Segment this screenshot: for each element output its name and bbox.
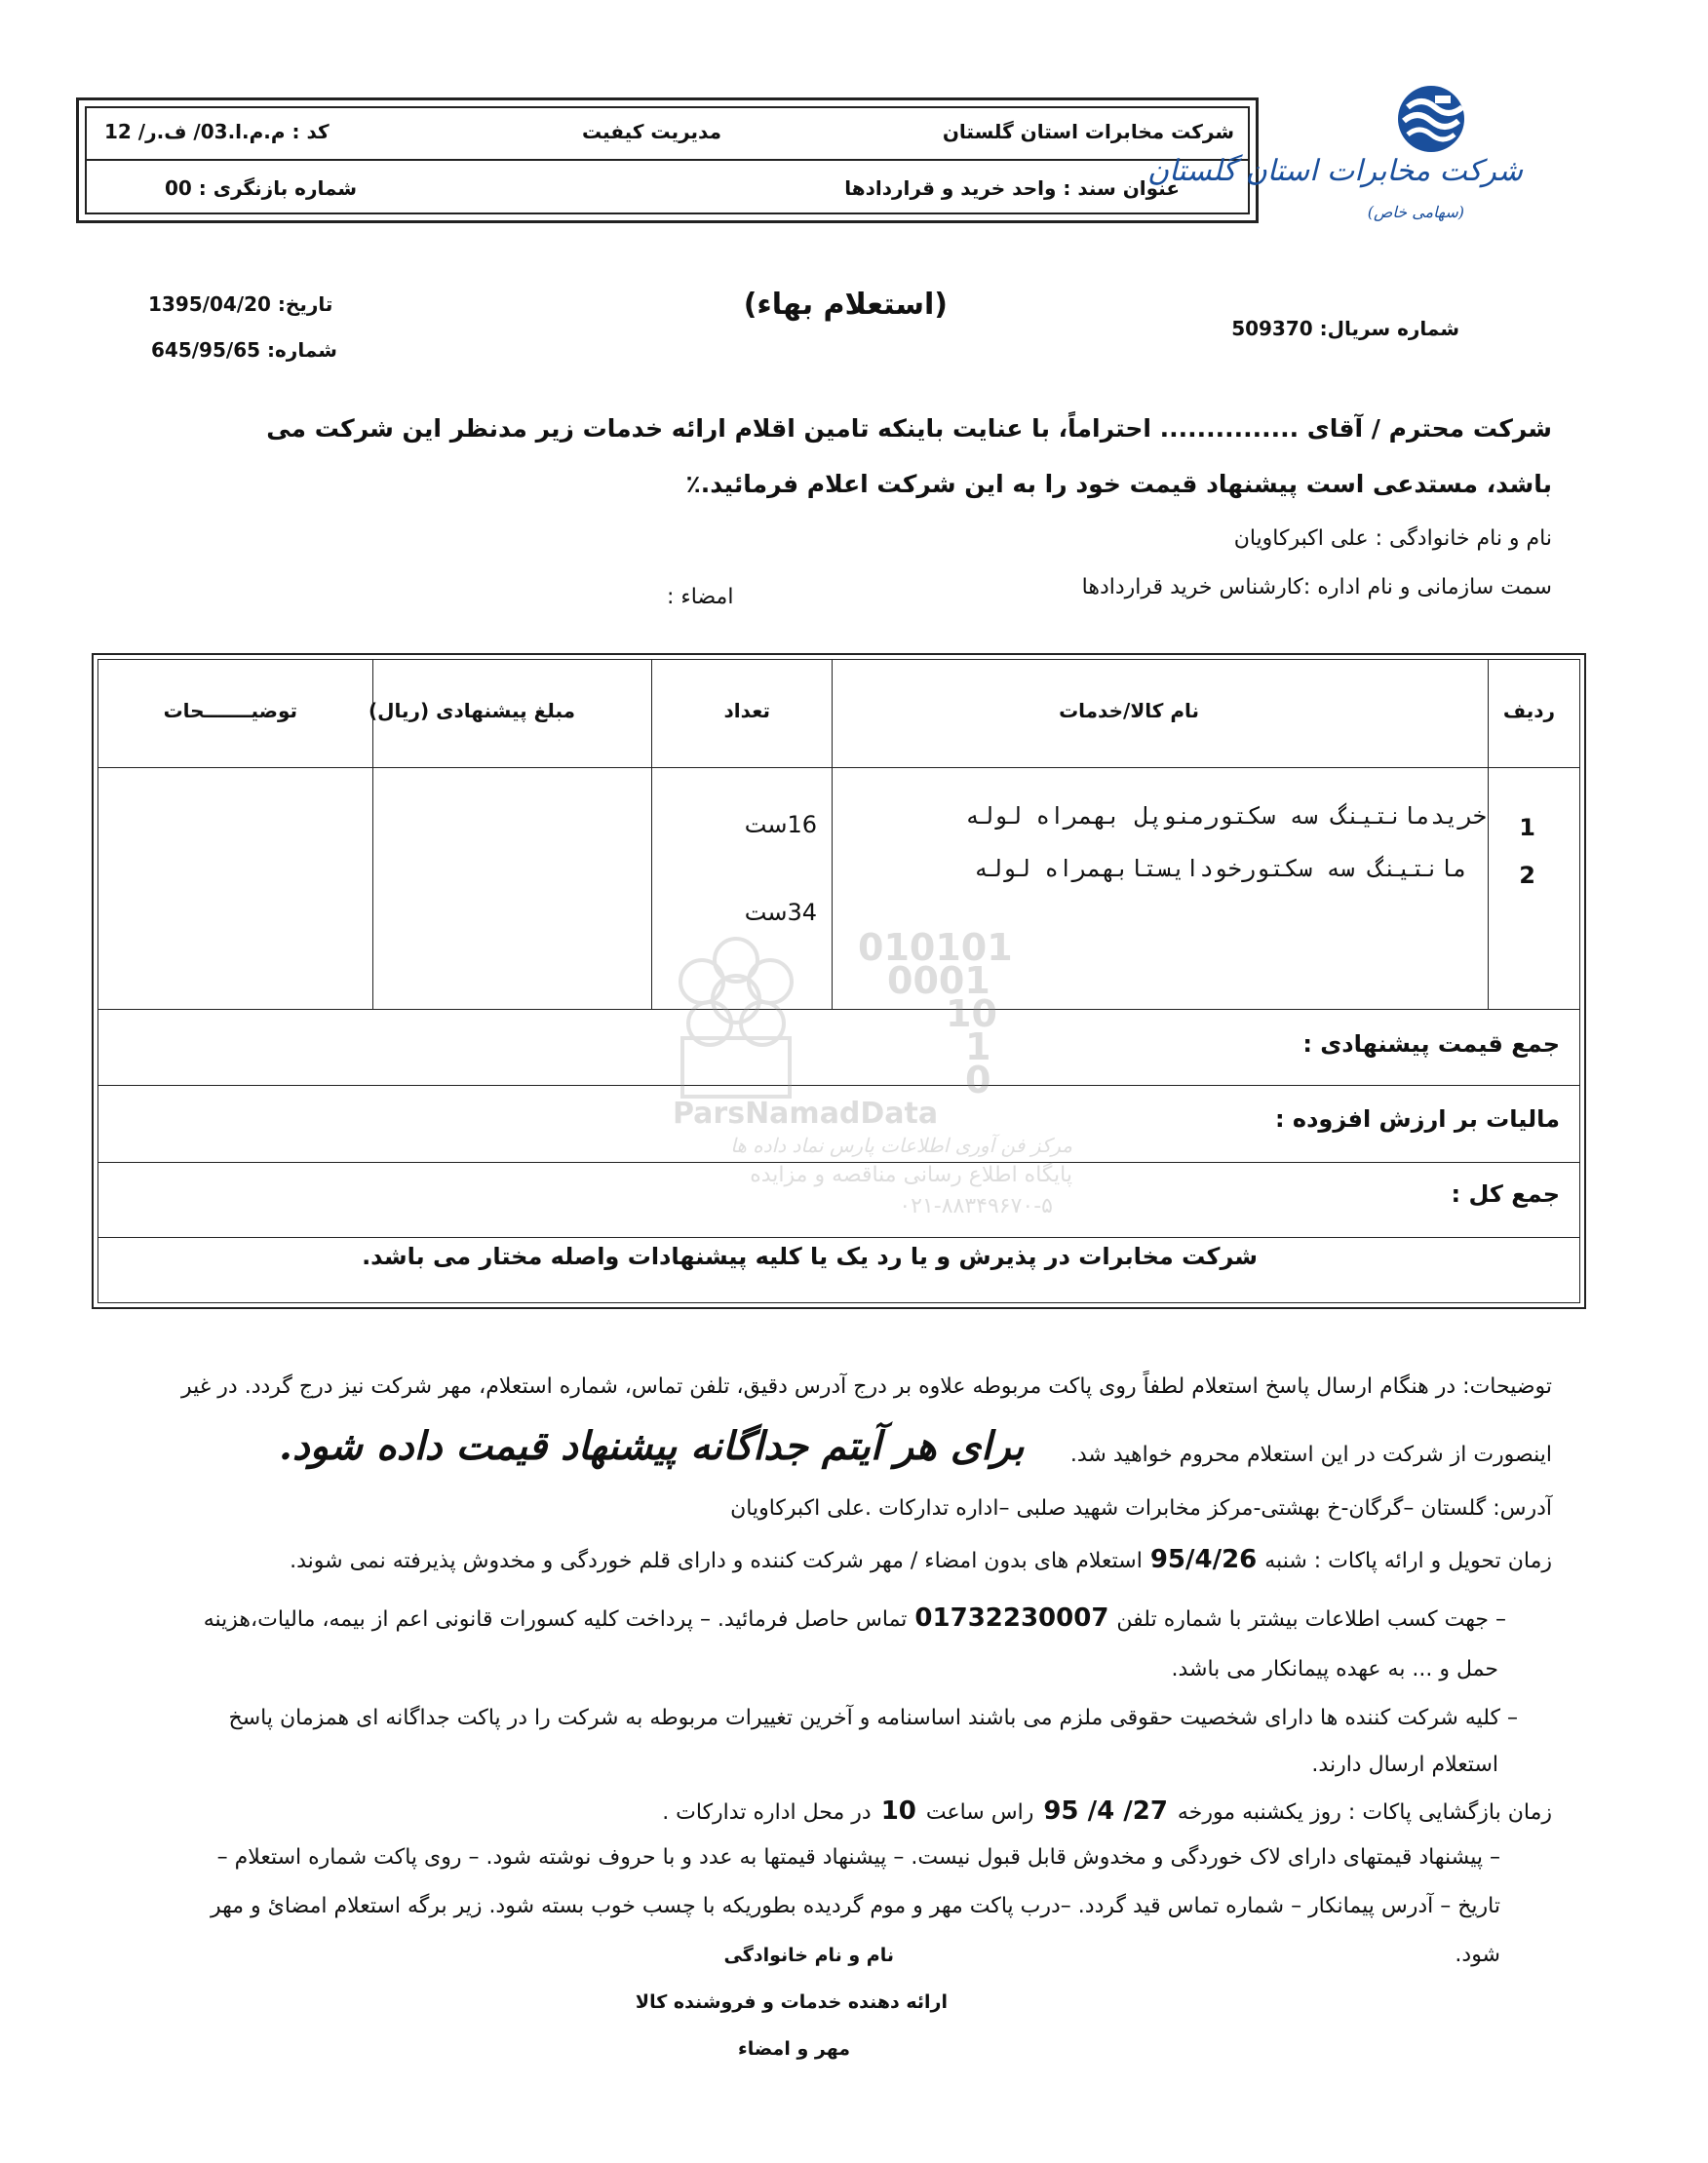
company-logo	[1147, 78, 1531, 234]
header-divider	[87, 159, 1248, 161]
footer-supplier-label: ارائه دهنده خدمات و فروشنده کالا	[635, 1991, 948, 2013]
watermark-digit-line: 1	[965, 1025, 991, 1068]
header-code: کد : م.م.ا.03/ ف.ر/ 12	[104, 120, 330, 143]
watermark-digits	[858, 926, 1013, 1101]
grand-total-label: جمع کل :	[1451, 1180, 1560, 1208]
legal-line-2: استعلام ارسال دارند.	[1311, 1753, 1498, 1777]
legal-line-1: – کلیه شرکت کننده ها دارای شخصیت حقوقی ملزم می باشند اساسنامه و آخرین تغییرات مربوطه به شرکت را در پاکت جداگانه ای همزمان پاسخ	[228, 1706, 1518, 1730]
contact-position: سمت سازمانی و نام اداره :کارشناس خرید قراردادها	[1081, 575, 1552, 599]
watermark-digit-line: 10	[946, 992, 997, 1035]
rules-line-2: تاریخ – آدرس پیمانکار – شماره تماس قید گردد. –درب پاکت مهر و موم گردیده بطوریکه با چسب خوب بسته شود. زیر برگه استعلام امضائ و مهر	[210, 1894, 1500, 1918]
header-company: شرکت مخابرات استان گلستان	[942, 120, 1234, 143]
delivery-line	[290, 1545, 1552, 1574]
col-header-name: نام کالا/خدمات	[1059, 699, 1199, 722]
col-header-price: مبلغ پیشنهادی (ریال)	[369, 699, 575, 722]
header-row-divider	[98, 767, 1579, 768]
opening-hour: 10	[880, 1796, 916, 1826]
col-header-qty: تعداد	[723, 699, 770, 722]
rules-line-1: – پیشنهاد قیمتهای دارای لاک خوردگی و مخدوش قابل قبول نیست. – پیشنهاد قیمتها به عدد و با حروف نوشته شود. – روی پاکت شماره استعلام –	[216, 1845, 1500, 1870]
row-qty-1: 16ست	[744, 811, 817, 838]
col-header-notes: توضیـــــــحات	[163, 699, 297, 722]
watermark-digit-line: 010101	[858, 926, 1013, 969]
row-item-name-1: خریدمانتینگ سه سکتورمنوپل بهمراه لوله	[965, 802, 1487, 830]
grand-total-row-divider	[98, 1237, 1579, 1238]
row-index-2: 2	[1519, 862, 1535, 889]
col-divider-name	[1488, 660, 1489, 1009]
footer-seal-label: مهر و امضاء	[737, 2038, 850, 2060]
document-title: (استعلام بهاء)	[743, 288, 948, 322]
contact-label: – جهت کسب اطلاعات بیشتر با شماره تلفن	[1116, 1607, 1506, 1632]
vat-label: مالیات بر ارزش افزوده :	[1274, 1105, 1560, 1133]
notes-emphasis: برای هر آیتم جداگانه پیشنهاد قیمت داده شود.	[279, 1423, 1025, 1469]
contact-text: تماس حاصل فرمائید. – پرداخت کلیه کسورات قانونی اعم از بیمه، مالیات،هزینه	[203, 1607, 908, 1632]
col-divider-price	[651, 660, 652, 1009]
row-item-name-2: مانتینگ سه سکتورخودایستابهمراه لوله	[974, 855, 1467, 882]
watermark-phone: ۰۲۱-۸۸۳۴۹۶۷۰-۵	[899, 1194, 1053, 1218]
parsnamad-watermark	[663, 926, 1072, 1223]
header-doc-title: عنوان سند : واحد خرید و قراردادها	[844, 176, 1180, 200]
intro-line-2: باشد، مستدعی است پیشنهاد قیمت خود را به این شرکت اعلام فرمائید.٪	[685, 470, 1552, 498]
opening-line	[662, 1796, 1552, 1826]
contact-name: نام و نام خانوادگی : علی اکبرکاویان	[1233, 526, 1552, 551]
watermark-line-2: پایگاه اطلاع رسانی مناقصه و مزایده	[750, 1163, 1072, 1187]
logo-company-name: شرکت مخابرات استان گلستان	[1147, 154, 1523, 188]
opening-place: در محل اداره تدارکات .	[662, 1800, 872, 1825]
contact-line-2: حمل و ... به عهده پیمانکار می باشد.	[1171, 1657, 1498, 1681]
address-line: آدرس: گلستان –گرگان-خ بهشتی-مرکز مخابرات شهید صلبی –اداره تدارکات .علی اکبرکاویان	[730, 1496, 1552, 1521]
total-price-label: جمع قیمت پیشنهادی :	[1302, 1030, 1560, 1058]
watermark-digit-line: 0	[965, 1059, 991, 1101]
col-header-row: ردیف	[1502, 699, 1555, 722]
contact-line	[204, 1603, 1506, 1633]
signature-label: امضاء :	[667, 585, 734, 609]
opening-date: 27/ 4/ 95	[1043, 1796, 1168, 1826]
delivery-conditions: استعلام های بدون امضاء / مهر شرکت کننده و دارای قلم خوردگی و مخدوش پذیرفته نمی شوند.	[290, 1549, 1143, 1573]
delivery-label: زمان تحویل و ارائه پاکات : شنبه	[1264, 1549, 1552, 1573]
header-department: مدیریت کیفیت	[581, 120, 721, 143]
document-number: شماره: 645/95/65	[151, 338, 337, 362]
delivery-date: 95/4/26	[1149, 1545, 1258, 1574]
contact-phone: 01732230007	[914, 1603, 1109, 1633]
watermark-flower-icon	[673, 931, 799, 1106]
notes-line-1: توضیحات: در هنگام ارسال پاسخ استعلام لطفاً روی پاکت مربوطه علاوه بر درج آدرس دقیق، تلفن تماس، شماره استعلام، مهر شرکت نیز درج گردد. در غیر	[181, 1374, 1552, 1399]
document-date: تاریخ: 1395/04/20	[148, 292, 333, 316]
watermark-brand: ParsNamadData	[673, 1097, 939, 1131]
disclaimer-text: شرکت مخابرات در پذیرش و یا رد یک یا کلیه پیشنهادات واصله مختار می باشد.	[362, 1243, 1258, 1270]
header-revision: شماره بازنگری : 00	[165, 176, 358, 200]
notes-line-2a: اینصورت از شرکت در این استعلام محروم خواهید شد.	[1069, 1443, 1552, 1467]
row-qty-2: 34ست	[744, 899, 817, 926]
watermark-line-1: مرکز فن آوری اطلاعات پارس نماد داده ها	[730, 1134, 1072, 1157]
opening-hour-label: راس ساعت	[925, 1800, 1034, 1825]
intro-line-1: شرکت محترم / آقای ............... احتراماً، با عنایت باینکه تامین اقلام ارائه خدمات زیر مدنظر این شرکت می	[266, 414, 1552, 443]
opening-label: زمان بازگشایی پاکات : روز یکشنبه مورخه	[1177, 1800, 1552, 1825]
footer-name-label: نام و نام خانوادگی	[723, 1945, 894, 1966]
document-header	[76, 97, 1259, 223]
watermark-digit-line: 0001	[887, 959, 990, 1002]
logo-subtitle: (سهامی خاص)	[1367, 203, 1464, 221]
serial-number: شماره سریال: 509370	[1231, 317, 1459, 340]
row-index-1: 1	[1519, 814, 1535, 841]
header-inner-frame	[85, 106, 1250, 214]
rules-line-3: شود.	[1455, 1943, 1500, 1967]
